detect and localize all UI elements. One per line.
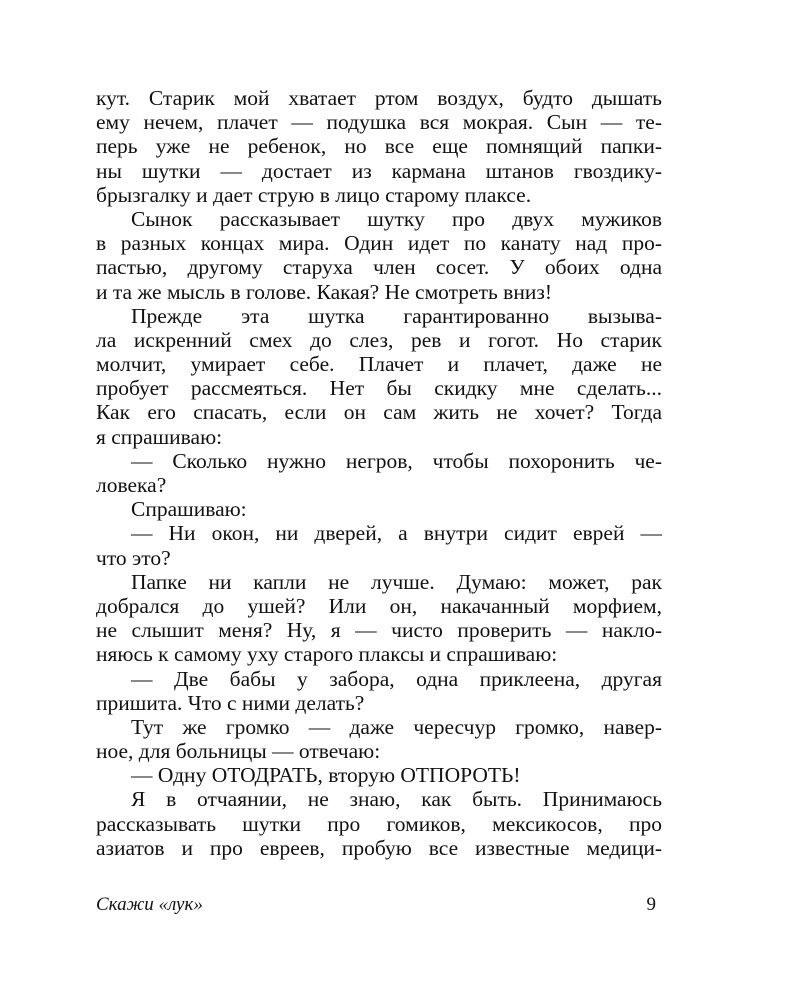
text-line: я спрашиваю: bbox=[96, 424, 223, 449]
text-line: Тут же громко — даже чересчур громко, навер- bbox=[131, 714, 662, 739]
text-line: ему нечем, плачет — подушка вся мокрая. Сын — те- bbox=[96, 110, 662, 135]
text-line: и та же мысль в голове. Какая? Не смотреть вниз! bbox=[96, 279, 552, 304]
text-line: ны шутки — достает из кармана штанов гвоздику- bbox=[96, 158, 662, 183]
text-line: азиатов и про евреев, пробую все известные медици- bbox=[96, 835, 662, 860]
text-line: няюсь к самому уху старого плаксы и спрашиваю: bbox=[96, 642, 558, 667]
text-line: ное, для больницы — отвечаю: bbox=[96, 739, 381, 764]
text-line: ла искренний смех до слез, рев и гогот. Но старик bbox=[96, 327, 662, 352]
text-line: кут. Старик мой хватает ртом воздух, будто дышать bbox=[96, 86, 662, 110]
text-line: перь уже не ребенок, но все еще помнящий папки- bbox=[96, 134, 662, 159]
text-line: Папке ни капли не лучше. Думаю: может, рак bbox=[131, 569, 662, 594]
text-line: молчит, умирает себе. Плачет и плачет, даже не bbox=[96, 352, 662, 377]
text-line: добрался до ушей? Или он, накачанный морфием, bbox=[96, 593, 662, 618]
text-line: Как его спасать, если он сам жить не хочет? Тогда bbox=[96, 400, 662, 425]
text-line: рассказывать шутки про гомиков, мексикосов, про bbox=[96, 811, 662, 836]
text-line: — Сколько нужно негров, чтобы похоронить че- bbox=[131, 448, 662, 473]
text-line: в разных концах мира. Один идет по канату над про- bbox=[96, 231, 662, 256]
text-line: Прежде эта шутка гарантированно вызыва- bbox=[131, 303, 662, 328]
text-line: ловека? bbox=[96, 473, 167, 497]
page-footer bbox=[96, 892, 662, 918]
body-text bbox=[96, 86, 662, 860]
text-line: что это? bbox=[96, 545, 171, 570]
text-line: — Ни окон, ни дверей, а внутри сидит еврей — bbox=[131, 521, 662, 546]
text-line: Сынок рассказывает шутку про двух мужиков bbox=[131, 206, 662, 231]
text-line: пришита. Что с ними делать? bbox=[96, 690, 365, 715]
text-line: Спрашиваю: bbox=[131, 497, 247, 522]
text-line: пробует рассмеяться. Нет бы скидку мне сделать... bbox=[96, 376, 662, 401]
text-line: не слышит меня? Ну, я — чисто проверить — накло- bbox=[96, 618, 662, 643]
page-number: 9 bbox=[646, 894, 656, 915]
running-title: Скажи «лук» bbox=[96, 894, 203, 915]
text-line: Я в отчаянии, не знаю, как быть. Принимаюсь bbox=[131, 787, 662, 812]
text-line: — Две бабы у забора, одна приклеена, другая bbox=[131, 666, 662, 691]
text-line: — Одну ОТОДРАТЬ, вторую ОТПОРОТЬ! bbox=[131, 763, 521, 788]
text-line: пастью, другому старуха член сосет. У обоих одна bbox=[96, 255, 662, 280]
text-line: брызгалку и дает струю в лицо старому плаксе. bbox=[96, 182, 532, 207]
